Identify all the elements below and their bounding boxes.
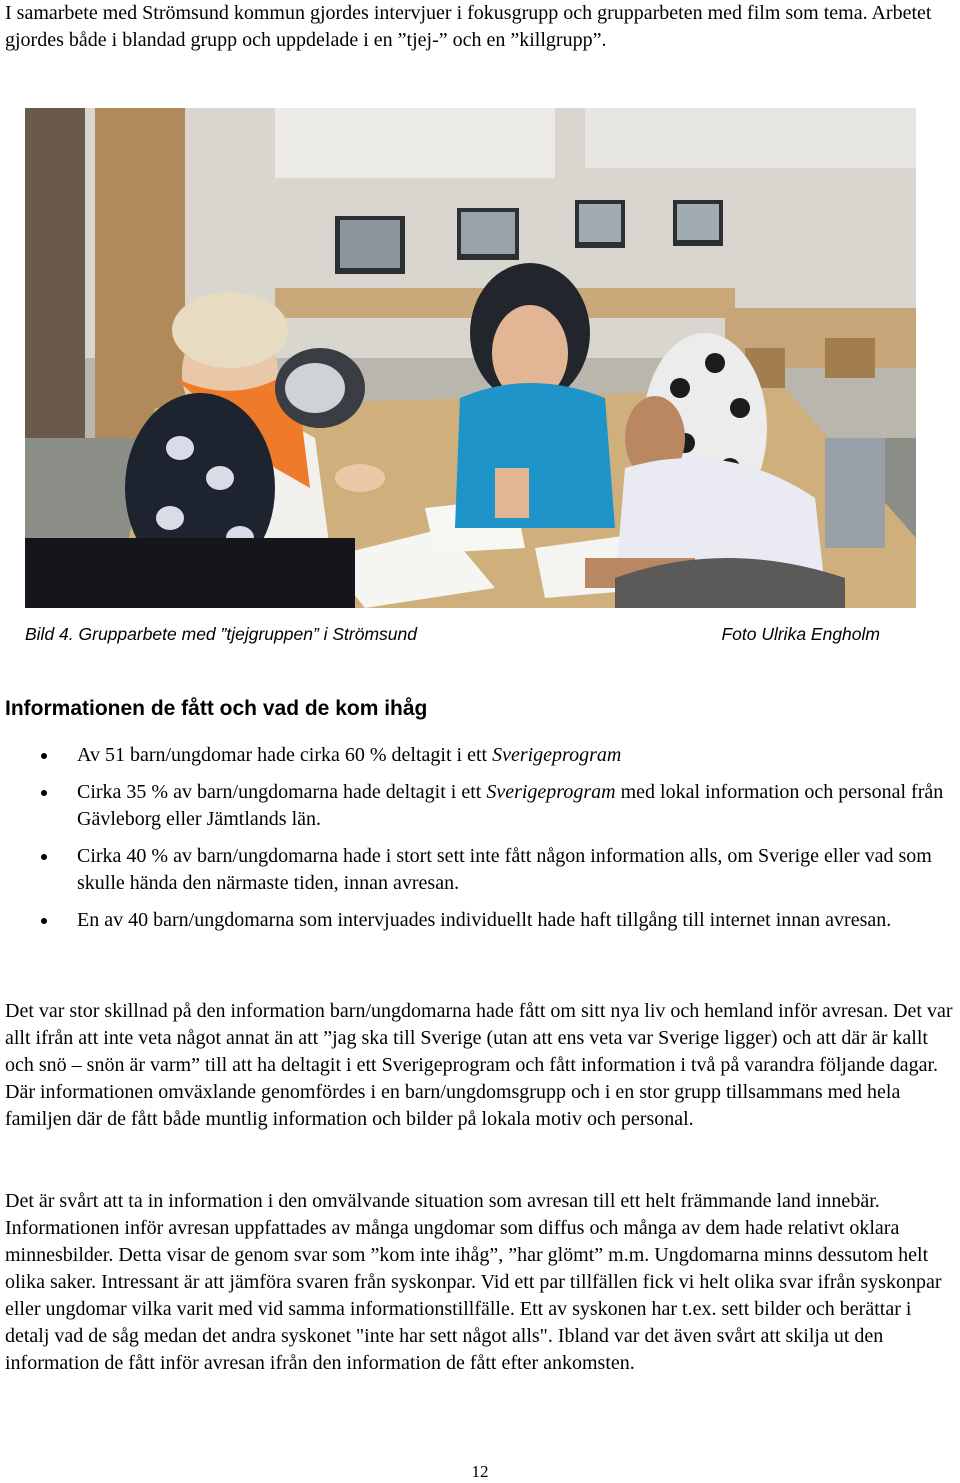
bullet-icon [41, 918, 47, 924]
bullet-item: Cirka 40 % av barn/ungdomarna hade i stort sett inte fått någon information alls, om Sverige eller vad som skulle hända den närmaste tiden, innan avresan. [0, 843, 950, 897]
bullet-list [0, 742, 950, 944]
group-work-photo [25, 108, 916, 608]
section-heading: Informationen de fått och vad de kom ihåg [5, 697, 428, 720]
body-paragraph: Det är svårt att ta in information i den omvälvande situation som avresan till ett helt främmande land innebär. Informationen inför avresan uppfattades av många ungdomar som diffus och många av dem hade relativt oklara minnesbilder. Detta visar de genom svar som ”kom inte ihåg”, ”har glömt” m.m. Ungdomarna minns dessutom helt olika saker. Intressant är att jämföra svaren från syskonpar. Vid ett par tillfällen fick vi helt olika svar ifrån syskonpar eller ungdomar vilka varit med vid samma informationstillfälle. Ett av syskonen har t.ex. sett bilder och berättar i detalj vad de såg medan det andra syskonet "inte har sett något alls". Ibland var det även svårt att skilja ut den information de fått inför avresan ifrån den information de fått efter ankomsten. [5, 1190, 942, 1374]
bullet-item: Av 51 barn/ungdomar hade cirka 60 % deltagit i ett Sverigeprogram [0, 742, 950, 769]
bullet-item: En av 40 barn/ungdomarna som intervjuades individuellt hade haft tillgång till internet innan avresan. [0, 907, 950, 934]
page-number: 12 [471, 1462, 489, 1481]
bullet-icon [41, 854, 47, 860]
photo-caption: Bild 4. Grupparbete med ”tjejgruppen” i Strömsund [25, 624, 418, 644]
body-paragraph: Det var stor skillnad på den information barn/ungdomarna hade fått om sitt nya liv och hemland inför avresan. Det var allt ifrån att inte veta något annat än att ”jag ska till Sverige (utan att ens veta var Sverige ligger) och att där är kallt och snö – snön är varm” till att ha deltagit i ett Sverigeprogram och fått information i två på varandra följande dagar. Där informationen omväxlande genomfördes i en barn/ungdomsgrupp och i en stor grupp tillsammans med hela familjen där de fått både muntlig information och bilder på lokala motiv och personal. [5, 1000, 953, 1130]
photo-credit: Foto Ulrika Engholm [721, 624, 880, 644]
bullet-item: Cirka 35 % av barn/ungdomarna hade deltagit i ett Sverigeprogram med lokal information och personal från Gävleborg eller Jämtlands län. [0, 779, 950, 833]
intro-paragraph: I samarbete med Strömsund kommun gjordes intervjuer i fokusgrupp och grupparbeten med film som tema. Arbetet gjordes både i blandad grupp och uppdelade i en ”tjej-” och en ”killgrupp”. [5, 2, 932, 51]
bullet-icon [41, 753, 47, 759]
bullet-icon [41, 790, 47, 796]
